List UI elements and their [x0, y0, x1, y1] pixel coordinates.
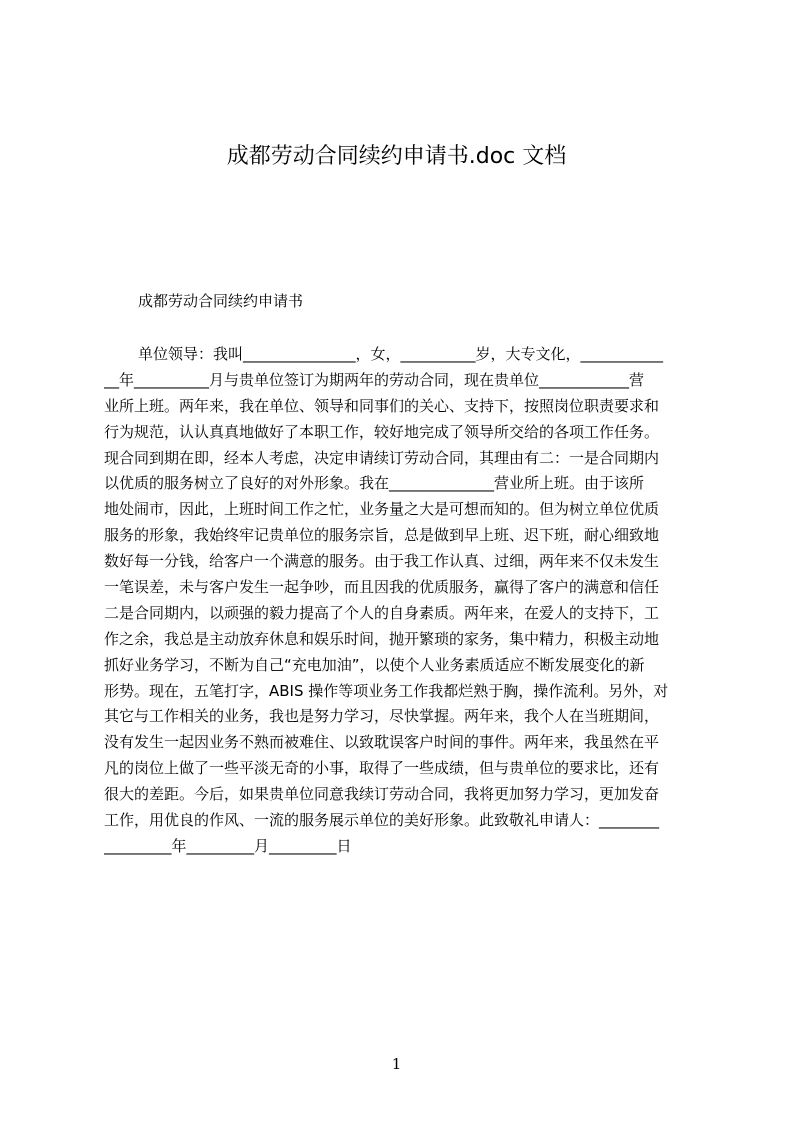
letter-body — [104, 342, 700, 860]
body-line: 单位领导：我叫_______________，女，__________岁，大专文化，___________ — [138, 345, 664, 363]
body-line: 抓好业务学习，不断为自己“充电加油”，以使个人业务素质适应不断发展变化的新 — [104, 655, 645, 674]
body-line: 数好每一分钱，给客户一个满意的服务。由于我工作认真、过细，两年来不仅未发生 — [104, 552, 660, 571]
page-number: 1 — [391, 1055, 402, 1073]
body-line: 行为规范，认认真真地做好了本职工作，较好地完成了领导所交给的各项工作任务。 — [104, 422, 660, 441]
body-line: 形势。现在，五笔打字，ABIS 操作等项业务工作我都烂熟于胸，操作流利。另外，对 — [104, 681, 669, 700]
body-line: 凡的岗位上做了一些平淡无奇的小事，取得了一些成绩，但与贵单位的要求比，还有 — [104, 759, 660, 778]
letter-heading: 成都劳动合同续约申请书 — [138, 292, 304, 310]
body-line: _________年_________月_________日 — [104, 836, 352, 855]
body-line: 业所上班。两年来，我在单位、领导和同事们的关心、支持下，按照岗位职责要求和 — [104, 396, 660, 415]
body-line: 工作，用优良的作风、一流的服务展示单位的美好形象。此致敬礼申请人：________ — [104, 811, 660, 830]
body-line: 以优质的服务树立了良好的对外形象。我在______________营业所上班。由于该所 — [104, 474, 645, 493]
body-line: __年__________月与贵单位签订为期两年的劳动合同，现在贵单位____________营 — [104, 370, 645, 389]
body-line: 作之余，我总是主动放弃休息和娱乐时间，抛开繁琐的家务，集中精力，积极主动地 — [104, 629, 660, 648]
body-line: 一笔误差，未与客户发生一起争吵，而且因我的优质服务，赢得了客户的满意和信任 — [104, 578, 660, 597]
body-line: 没有发生一起因业务不熟而被难住、以致耽误客户时间的事件。两年来，我虽然在平 — [104, 733, 660, 752]
body-line: 很大的差距。今后，如果贵单位同意我续订劳动合同，我将更加努力学习，更加发奋 — [104, 785, 660, 804]
body-line: 现合同到期在即，经本人考虑，决定申请续订劳动合同，其理由有二：一是合同期内 — [104, 448, 660, 467]
body-line: 地处闹市，因此，上班时间工作之忙，业务量之大是可想而知的。但为树立单位优质 — [104, 500, 660, 519]
body-line: 其它与工作相关的业务，我也是努力学习，尽快掌握。两年来，我个人在当班期间， — [104, 707, 660, 726]
document-title: 成都劳动合同续约申请书.doc 文档 — [226, 144, 567, 169]
body-line: 服务的形象，我始终牢记贵单位的服务宗旨，总是做到早上班、迟下班，耐心细致地 — [104, 526, 660, 545]
body-line: 二是合同期内，以顽强的毅力提高了个人的自身素质。两年来，在爱人的支持下，工 — [104, 603, 660, 622]
